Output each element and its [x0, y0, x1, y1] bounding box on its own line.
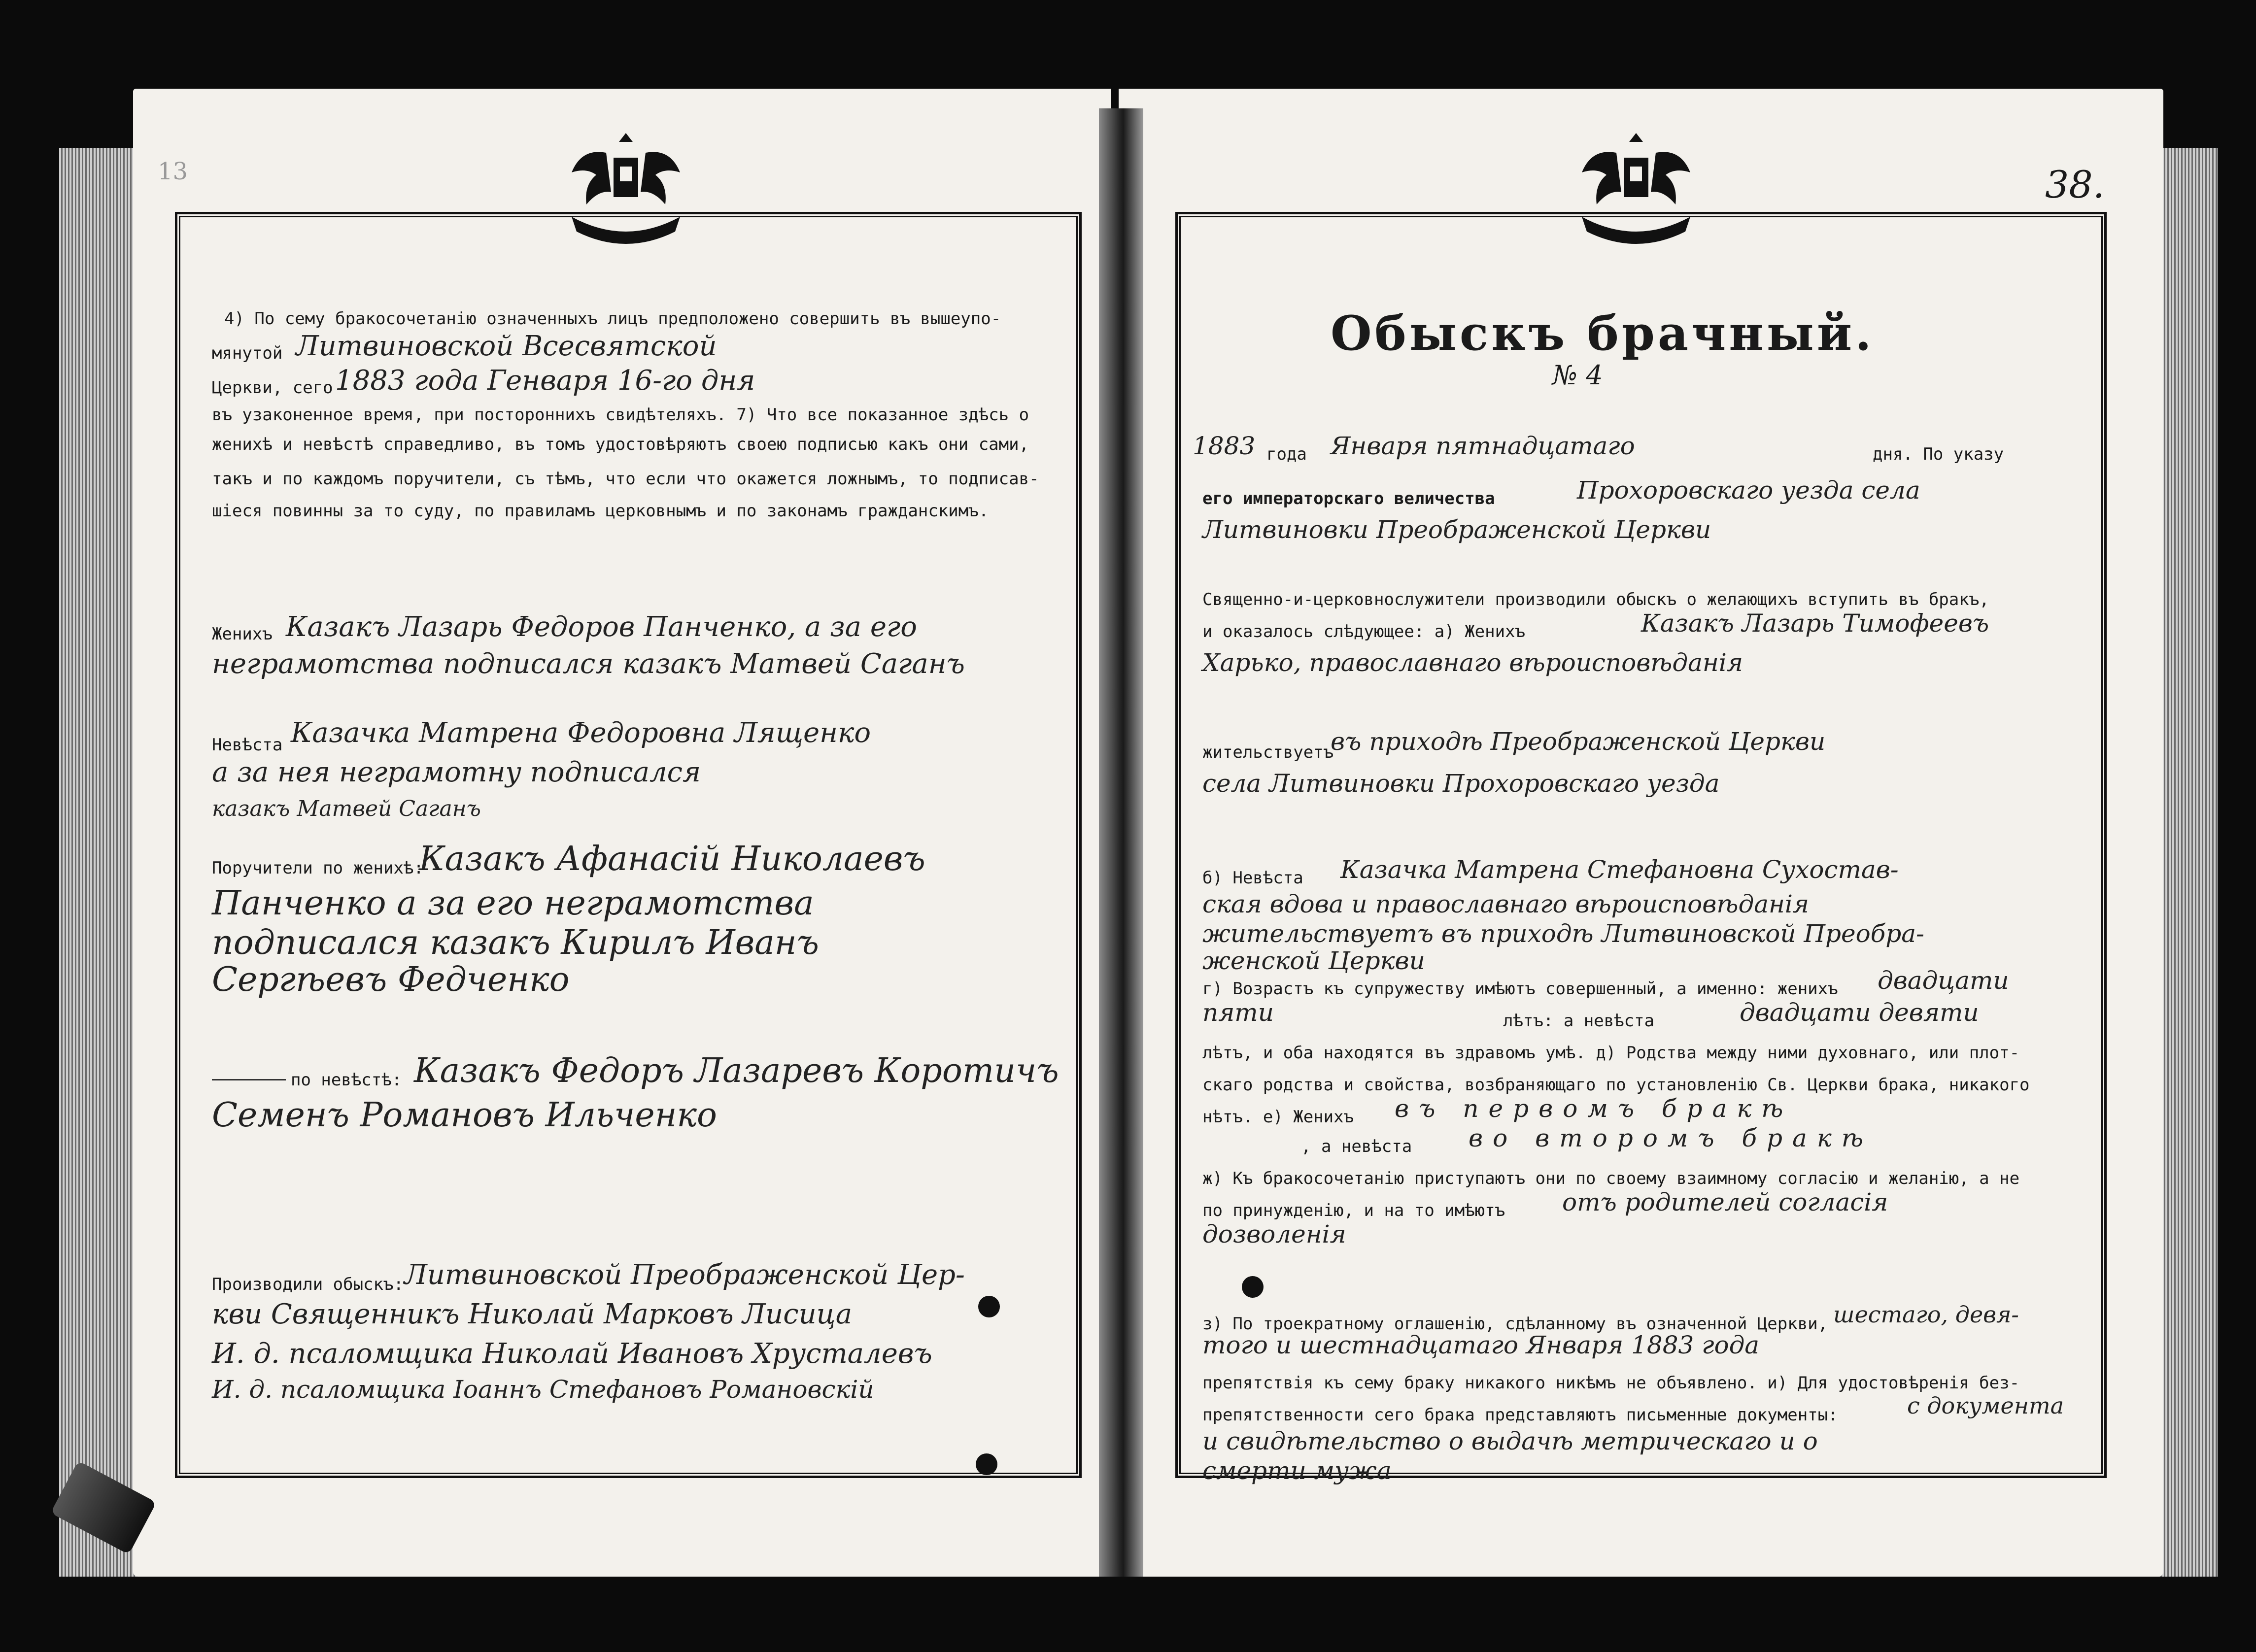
r-l9-a: б) Невѣста	[1202, 868, 1303, 888]
r-l8-hw: села Литвиновки Прохоровскаго уезда	[1202, 769, 1720, 798]
left-p4-line2-hw: Литвиновской Всесвятской	[296, 330, 717, 362]
r-l26-hw: и свидѣтельство о выдачѣ метрическаго и о	[1202, 1427, 1818, 1455]
r-l2-hw: Прохоровскаго уезда села	[1577, 476, 1920, 505]
surety-bride-dash	[212, 1079, 286, 1080]
document-number: № 4	[1552, 360, 1603, 391]
r-l6-hw: Харько, православнаго вѣроисповѣданія	[1202, 648, 1743, 677]
left-p7-line4: шіеся повинны за то суду, по правиламъ церковнымъ и по законамъ гражданскимъ.	[212, 501, 989, 521]
r-l19: ж) Къ бракосочетанію приступаютъ они по своему взаимному согласію и желанію, а не	[1202, 1169, 2020, 1188]
surety-groom-hw-1: Казакъ Афанасій Николаевъ	[419, 840, 925, 878]
r-l21-hw: дозволенія	[1202, 1220, 1346, 1248]
double-headed-eagle-emblem-left	[552, 123, 700, 251]
ink-blot	[1242, 1276, 1264, 1298]
r-l14-a: лѣтъ: а невѣста	[1503, 1011, 1655, 1031]
surety-groom-hw-4: Сергѣевъ Федченко	[212, 960, 570, 999]
surety-bride-hw-1: Казакъ Федоръ Лазаревъ Коротичъ	[414, 1051, 1059, 1090]
r-l1-hw: Января пятнадцатаго	[1331, 432, 1635, 460]
left-p4-line2-label: мянутой	[212, 343, 283, 363]
ink-blot	[976, 1453, 997, 1475]
bride-hw-3: казакъ Матвей Саганъ	[212, 796, 481, 821]
bride-hw-1: Казачка Матрена Федоровна Лященко	[291, 717, 871, 749]
right-page-frame	[1175, 212, 2107, 1478]
r-l16: скаго родства и свойства, возбраняющаго по установленію Св. Церкви брака, никакого	[1202, 1075, 2030, 1095]
groom-hw-1: Казакъ Лазарь Федоров Панченко, а за его	[286, 611, 917, 643]
performed-hw-1: Литвиновской Преображенской Цер-	[404, 1259, 965, 1291]
r-l17-hw: въ первомъ бракѣ	[1395, 1094, 1793, 1123]
performed-label: Производили обыскъ:	[212, 1275, 404, 1294]
left-p7-line3: такъ и по каждомъ поручители, съ тѣмъ, что если что окажется ложнымъ, то подписав-	[212, 469, 1039, 489]
performed-hw-2: кви Священникъ Николай Марковъ Лисица	[212, 1298, 853, 1330]
left-p4-line3-label: Церкви, сего	[212, 378, 333, 398]
corner-mark: 13	[158, 158, 188, 185]
r-l1-a: года	[1266, 444, 1307, 464]
r-l11-hw: жительствуетъ въ приходѣ Литвиновской Преобра-	[1202, 919, 1924, 948]
r-l7-hw: въ приходѣ Преображенской Церкви	[1331, 727, 1826, 756]
surety-groom-label: Поручители по женихѣ:	[212, 858, 424, 878]
groom-label: Женихъ	[212, 624, 273, 644]
r-l2-a: его императорскаго величества	[1202, 489, 1495, 508]
r-l17-a: нѣтъ. е) Женихъ	[1202, 1107, 1354, 1127]
r-l20-hw: отъ родителей согласія	[1562, 1188, 1888, 1216]
left-p7-line2: женихѣ и невѣстѣ справедливо, въ томъ удостовѣряютъ своею подписью какъ они сами,	[212, 435, 1029, 454]
performed-hw-3: И. д. псаломщика Николай Ивановъ Хрусталевъ	[212, 1338, 932, 1370]
r-l5-a: и оказалось слѣдующее: а) Женихъ	[1202, 622, 1526, 641]
r-l13-hw: двадцати	[1878, 966, 2009, 995]
r-l15: лѣтъ, и оба находятся въ здравомъ умѣ. д) Родства между ними духовнаго, или плот-	[1202, 1043, 2020, 1063]
r-l9-hw: Казачка Матрена Стефановна Сухостав-	[1340, 855, 1899, 884]
r-l1-b: дня. По указу	[1873, 444, 2004, 464]
r-l14-hw2: двадцати девяти	[1740, 998, 1979, 1027]
page-number: 38.	[2045, 163, 2105, 206]
r-l20-a: по принужденію, и на то имѣютъ	[1202, 1201, 1505, 1220]
ink-blot	[978, 1296, 1000, 1317]
bride-label: Невѣста	[212, 735, 283, 755]
r-l27-hw: смерти мужа	[1202, 1456, 1392, 1485]
r-l24: препятствія къ сему браку никакого никѣмъ не объявлено. и) Для удостовѣренія без-	[1202, 1373, 2020, 1393]
bride-hw-2: а за нея неграмотну подписался	[212, 756, 701, 788]
book-gutter	[1099, 108, 1143, 1577]
r-l14-hw: пяти	[1202, 998, 1274, 1027]
r-l13-a: г) Возрастъ къ супружеству имѣютъ совершенный, а именно: женихъ	[1202, 979, 1838, 999]
r-l22-a: з) По троекратному оглашенію, сдѣланному въ означенной Церкви,	[1202, 1314, 1828, 1334]
r-l7-a: жительствуетъ	[1202, 742, 1334, 762]
r-l18-a: , а невѣста	[1301, 1137, 1412, 1156]
left-p4-line3-hw: 1883 года Генваря 16-го дня	[335, 365, 755, 397]
surety-groom-hw-3: подписался казакъ Кирилъ Иванъ	[212, 923, 819, 962]
r-year-hw: 1883	[1193, 432, 1256, 460]
r-l22-hw: шестаго, девя-	[1833, 1301, 2019, 1328]
r-l4: Священно-и-церковнослужители производили обыскъ о желающихъ вступить въ бракъ,	[1202, 590, 1989, 609]
r-l18-hw: во второмъ бракѣ	[1469, 1124, 1873, 1152]
left-p7-line1: въ узаконенное время, при постороннихъ свидѣтеляхъ. 7) Что все показанное здѣсь о	[212, 405, 1029, 425]
groom-hw-2: неграмотства подписался казакъ Матвей Саганъ	[212, 648, 965, 680]
performed-hw-4: И. д. псаломщика Іоаннъ Стефановъ Романовскій	[212, 1375, 874, 1404]
r-l25-a: препятственности сего брака представляютъ письменные документы:	[1202, 1405, 1838, 1425]
double-headed-eagle-emblem-right	[1562, 123, 1710, 251]
r-l12-hw: женской Церкви	[1202, 946, 1425, 975]
left-p4-line1: 4) По сему бракосочетанію означенныхъ лицъ предположено совершить въ вышеупо-	[224, 309, 1001, 329]
document-title: Обыскъ брачный.	[1331, 305, 1875, 361]
surety-bride-label: по невѣстѣ:	[291, 1070, 402, 1090]
r-l23-hw: того и шестнадцатаго Января 1883 года	[1202, 1331, 1760, 1359]
r-l10-hw: ская вдова и православнаго вѣроисповѣданія	[1202, 890, 1810, 918]
r-l3-hw: Литвиновки Преображенской Церкви	[1202, 515, 1711, 544]
r-l5-hw: Казакъ Лазарь Тимофеевъ	[1641, 609, 1989, 638]
page-edges-right	[2158, 148, 2218, 1577]
page-edges-left	[59, 148, 138, 1577]
surety-bride-hw-2: Семенъ Романовъ Ильченко	[212, 1096, 717, 1135]
r-l25-hw: с документа	[1907, 1392, 2064, 1419]
surety-groom-hw-2: Панченко а за его неграмотства	[212, 884, 814, 923]
